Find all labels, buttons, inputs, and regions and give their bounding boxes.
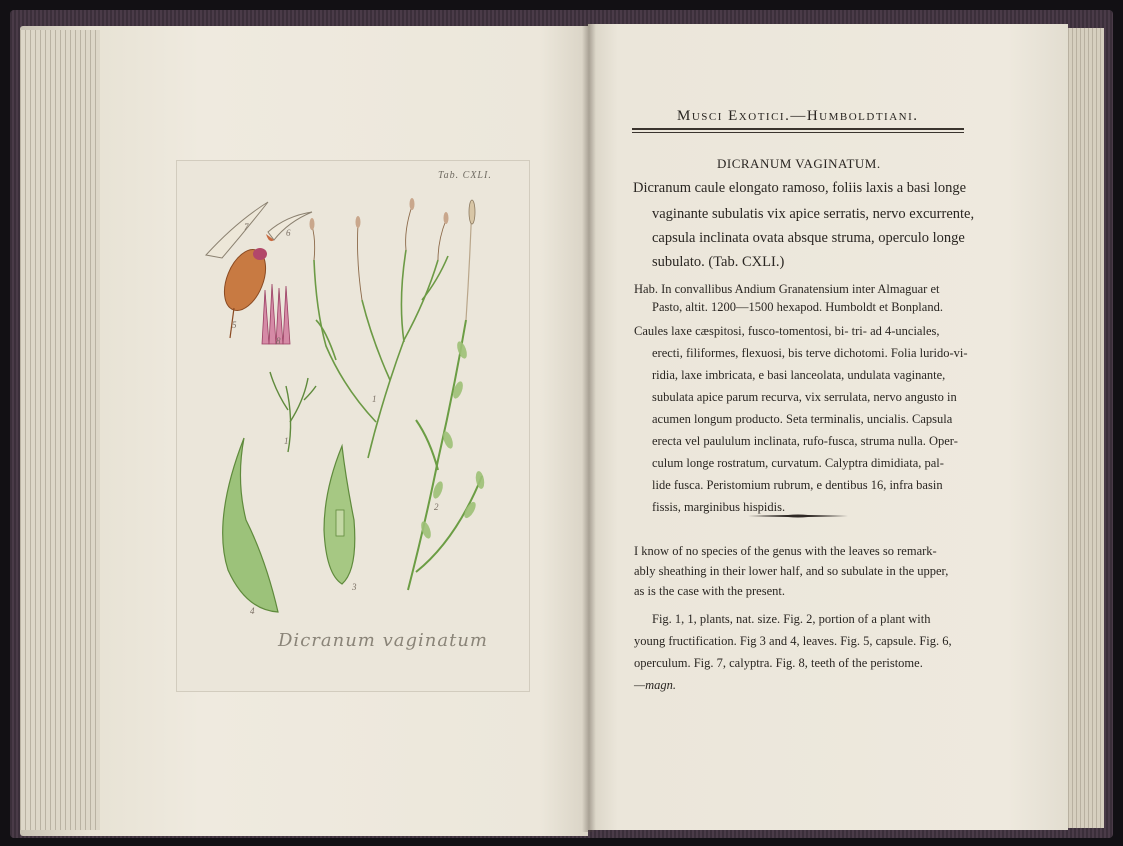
description-line: Caules laxe cæspitosi, fusco-tomentosi, bi- tri- ad 4-unciales, [634, 324, 940, 338]
diagnosis-line: capsula inclinata ovata absque struma, operculo longe [652, 230, 965, 246]
figure-number: 5 [232, 320, 237, 330]
figure-number: 3 [352, 582, 357, 592]
right-page-edges [1068, 28, 1104, 828]
habitat-line: Hab. In convallibus Andium Granatensium inter Almaguar et [634, 282, 940, 296]
figure-number: 1 [284, 436, 289, 446]
diagnosis-line: subulato. (Tab. CXLI.) [652, 254, 785, 270]
description-line: lide fusca. Peristomium rubrum, e dentibus 16, infra basin [652, 478, 943, 492]
figure-number: 8 [276, 336, 281, 346]
figure-explanation-line: young fructification. Fig 3 and 4, leaves. Fig. 5, capsule. Fig. 6, [634, 634, 952, 648]
diagnosis-line: vaginante subulatis vix apice serratis, nervo excurrente, [652, 206, 975, 222]
header-rule [632, 132, 964, 133]
description-line: erecta vel paululum inclinata, rufo-fusca, struma nulla. Oper- [652, 434, 958, 448]
description-line: erecti, filiformes, flexuosi, bis terve dichotomi. Folia lurido-vi- [652, 346, 968, 360]
figure-explanation-line: —magn. [634, 678, 677, 692]
species-title: DICRANUM VAGINATUM. [717, 156, 881, 171]
remark-line: ably sheathing in their lower half, and so subulate in the upper, [634, 564, 949, 578]
right-page [588, 24, 1068, 830]
description-line: subulata apice parum recurva, vix serrulata, nervo angusto in [652, 390, 957, 404]
plate-caption: Dicranum vaginatum [278, 630, 488, 651]
section-ornament [748, 514, 848, 518]
figure-explanation-line: operculum. Fig. 7, calyptra. Fig. 8, teeth of the peristome. [634, 656, 923, 670]
description-line: fissis, marginibus hispidis. [652, 500, 786, 514]
figure-explanation-line: Fig. 1, 1, plants, nat. size. Fig. 2, portion of a plant with [652, 612, 931, 626]
habitat-line: Pasto, altit. 1200—1500 hexapod. Humboldt et Bonpland. [652, 300, 943, 314]
moss-illustration [176, 160, 528, 690]
remark-line: I know of no species of the genus with the leaves so remark- [634, 544, 937, 558]
description-line: acumen longum producto. Seta terminalis, uncialis. Capsula [652, 412, 953, 426]
diagnosis-line: Dicranum caule elongato ramoso, foliis laxis a basi longe [633, 180, 967, 196]
remark-line: as is the case with the present. [634, 584, 785, 598]
left-page-edges [20, 30, 100, 830]
running-header: Musci Exotici.—Humboldtiani. [677, 108, 919, 124]
description-line: culum longe rostratum, curvatum. Calyptra dimidiata, pal- [652, 456, 944, 470]
figure-number: 6 [286, 228, 291, 238]
plate-number: Tab. CXLI. [438, 170, 492, 181]
figure-number: 1 [372, 394, 377, 404]
figure-number: 4 [250, 606, 255, 616]
description-line: ridia, laxe imbricata, e basi lanceolata, undulata vaginante, [652, 368, 946, 382]
figure-number: 7 [244, 222, 249, 232]
book-gutter [582, 24, 596, 832]
figure-number: 2 [434, 502, 439, 512]
header-rule [632, 128, 964, 130]
